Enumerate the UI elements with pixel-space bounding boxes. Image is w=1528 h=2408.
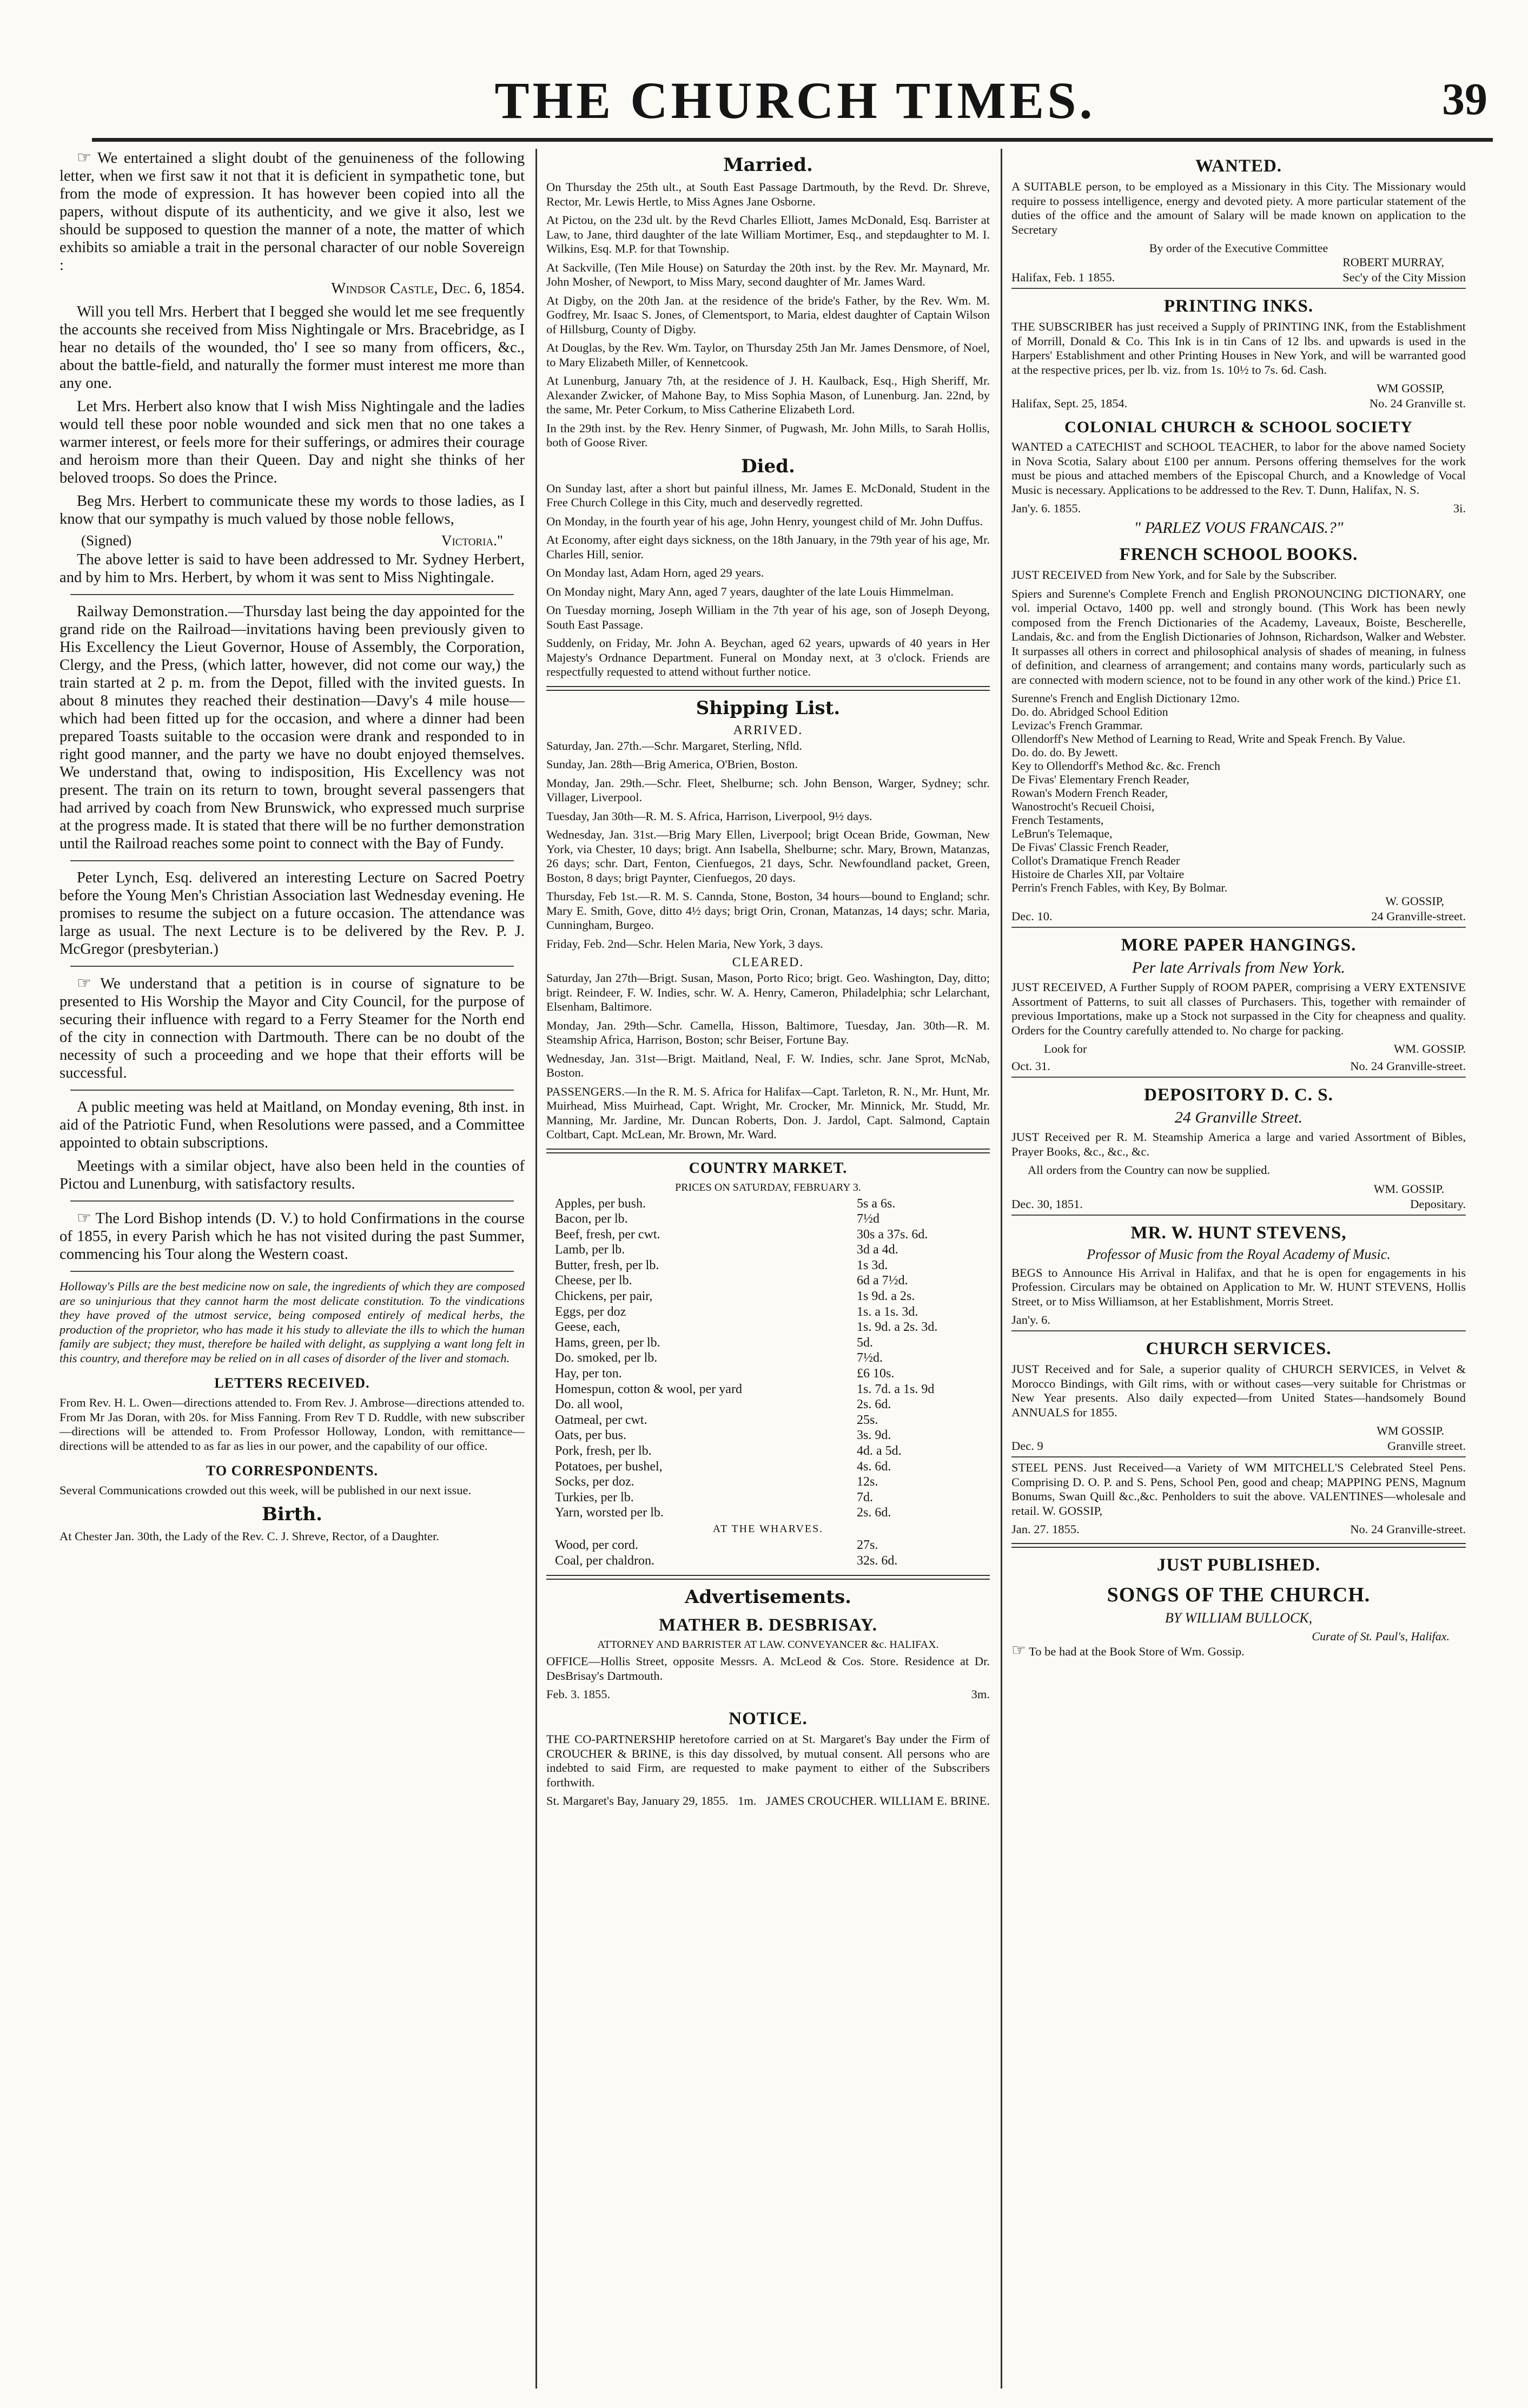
correspondents-text: Several Communications crowded out this week, will be published in our next issue. bbox=[59, 1483, 472, 1497]
depository-text2: All orders from the Country can now be supplied. bbox=[1028, 1163, 1271, 1177]
services-text: JUST Received and for Sale, a superior quality of CHURCH SERVICES, in Velvet & Morocco Bindings, with Gilt rims, with or without cases—very suitable for Christmas or New Year presents. Also daily expected—from United States—handsomely Bound ANNUALS for 1855. bbox=[1011, 1362, 1466, 1419]
wanted-text: A SUITABLE person, to be employed as a Missionary in this City. The Missionary would require to possess intelligence, energy and devoted piety. A more particular statement of the duties of the office and the amount of Salary will be made known on application to the Secretary bbox=[1011, 180, 1466, 236]
mather-footer bbox=[546, 1687, 990, 1701]
book-item: Key to Ollendorff's Method &c. &c. French bbox=[1011, 759, 1221, 773]
market-item: Coal, per chaldron. bbox=[555, 1553, 654, 1568]
notice-signature: JAMES CROUCHER. bbox=[766, 1794, 877, 1808]
died-item: Suddenly, on Friday, Mr. John A. Beychan, aged 62 years, upwards of 40 years in Her Majesty's Ordnance Department. Funeral on Monday next, at 3 o'clock. Friends are respectfully requested to attend without further notice. bbox=[546, 636, 990, 678]
double-rule bbox=[546, 1575, 990, 1580]
market-item: Do. all wool, bbox=[555, 1397, 623, 1412]
letter-paragraph: Beg Mrs. Herbert to communicate these my words to those ladies, as I know that our sympathy is much valued by those noble fellows, bbox=[59, 493, 525, 527]
separator bbox=[1011, 1077, 1466, 1078]
paper-heading: MORE PAPER HANGINGS. bbox=[1121, 935, 1357, 955]
arrived-item: Monday, Jan. 29th.—Schr. Fleet, Shelburne; sch. John Benson, Warger, Sydney; schr. Villager, Liverpool. bbox=[546, 776, 990, 804]
hunt-text: BEGS to Announce His Arrival in Halifax, and that he is open for engagements in his Profession. Circulars may be obtained on Application to Mr. W. HUNT STEVENS, Hollis Street, or to Miss Williamson, at her Establishment, Morris Street. bbox=[1011, 1265, 1466, 1308]
column-middle bbox=[546, 149, 990, 1811]
market-row bbox=[555, 1553, 981, 1569]
separator bbox=[70, 860, 514, 861]
meetings-article: Meetings with a similar object, have also been held in the counties of Pictou and Lunenburg, with satisfactory results. bbox=[59, 1158, 525, 1192]
market-price: 2s. 6d. bbox=[857, 1506, 891, 1520]
market-price: 25s. bbox=[857, 1413, 878, 1427]
market-price: 12s. bbox=[857, 1475, 878, 1489]
cleared-item: Wednesday, Jan. 31st—Brigt. Maitland, Neal, F. W. Indies, schr. Jane Sprot, McNab, Boston. bbox=[546, 1051, 990, 1079]
wanted-by: By order of the Executive Committee bbox=[1149, 241, 1328, 255]
wanted-date: Halifax, Feb. 1 1855. bbox=[1011, 271, 1115, 284]
market-row bbox=[555, 1366, 981, 1382]
died-item: On Monday last, Adam Horn, aged 29 years. bbox=[546, 566, 764, 579]
book-item: De Fivas' Elementary French Reader, bbox=[1011, 773, 1189, 786]
arrived-item: Wednesday, Jan. 31st.—Brig Mary Ellen, Liverpool; brigt Ocean Bride, Gowman, New York, via Chester, 10 days; brigt. Ann Isabella, Shelburne; schr. Mary, Brown, Matanzas, 26 days; schr. Dart, Fenton, Cienfuegos, 21 days, Schr. Newfoundland packet, Green, Boston, 8 days; brigt Paynter, Cienfuegos, 20 days. bbox=[546, 828, 990, 885]
steel-pens-text: STEEL PENS. Just Received—a Variety of WM MITCHELL'S Celebrated Steel Pens. Comprising D. O. P. and S. Pens, School Pen, good and cheap; MAPPING PENS, Magnum Bonums, Swan Quill &c.,&c. Penholders to suit the above. VALENTINES—wholesale and retail. W. GOSSIP, bbox=[1011, 1461, 1466, 1518]
paper-footer bbox=[1011, 1059, 1466, 1073]
book-item: Surenne's French and English Dictionary 12mo. bbox=[1011, 691, 1240, 705]
market-row bbox=[555, 1273, 981, 1289]
market-price: 1s. 9d. a 2s. 3d. bbox=[857, 1320, 938, 1335]
married-item: At Digby, on the 20th Jan. at the residence of the bride's Father, by the Rev. Wm. M. Godfrey, Mr. Isaac S. Jones, of Clementsport, to Maria, eldest daughter of Captain Wilson of Hillsburg, County of Digby. bbox=[546, 293, 990, 336]
arrived-heading: ARRIVED. bbox=[733, 723, 803, 737]
market-price: 5s a 6s. bbox=[857, 1196, 896, 1211]
parlez-heading: " PARLEZ VOUS FRANCAIS.?" bbox=[1134, 519, 1344, 537]
pens-footer bbox=[1011, 1522, 1466, 1536]
bishop-text: The Lord Bishop intends (D. V.) to hold Confirmations in the course of 1855, in every Parish which he has not visited during the past Summer, commencing his Tour along the Western coast. bbox=[59, 1210, 525, 1263]
bishop-article bbox=[59, 1209, 525, 1263]
market-price: 1s. 7d. a 1s. 9d bbox=[857, 1382, 935, 1396]
pens-address: No. 24 Granville-street. bbox=[1350, 1522, 1466, 1536]
mather-duration: 3m. bbox=[971, 1687, 990, 1701]
mather-date: Feb. 3. 1855. bbox=[546, 1687, 611, 1701]
market-item: Homespun, cotton & wool, per yard bbox=[555, 1382, 742, 1396]
hunt-footer bbox=[1011, 1313, 1466, 1327]
mather-heading: MATHER B. DESBRISAY. bbox=[659, 1615, 877, 1635]
songs-author: BY WILLIAM BULLOCK, bbox=[1165, 1610, 1313, 1626]
book-item: Levizac's French Grammar. bbox=[1011, 718, 1143, 732]
market-item: Pork, fresh, per lb. bbox=[555, 1444, 652, 1458]
market-item: Socks, per doz. bbox=[555, 1475, 634, 1489]
market-row bbox=[555, 1350, 981, 1366]
market-item: Apples, per bush. bbox=[555, 1196, 646, 1211]
notice-footer bbox=[546, 1794, 990, 1808]
market-item: Beef, fresh, per cwt. bbox=[555, 1227, 660, 1242]
book-item: Do. do. Abridged School Edition bbox=[1011, 705, 1168, 718]
cleared-item: Saturday, Jan 27th—Brigt. Susan, Mason, Porto Rico; brigt. Geo. Washington, Day, ditto; brigt. Reindeer, F. W. Indies, schr. W. A. Henry, Cameron, Philadelphia; schr Lelarchant, Elsenham, Baltimore. bbox=[546, 971, 990, 1013]
letters-received: From Rev. H. L. Owen—directions attended to. From Rev. J. Ambrose—directions attended to. From Mr Jas Doran, with 20s. for Miss Fanning. From Rev T D. Ruddle, with new subscriber—directions will be attended to. From Professor Holloway, London, with remittance—directions will be attended to as far as lies in our power, and the capability of our office. bbox=[59, 1396, 525, 1453]
pointing-hand-icon: ☞ bbox=[1011, 1641, 1026, 1659]
market-row bbox=[555, 1227, 981, 1243]
passengers-list: PASSENGERS.—In the R. M. S. Africa for Halifax—Capt. Tarleton, R. N., Mr. Hunt, Mr. Muirhead, Miss Muirhead, Capt. Wright, Mr. Crocker, Mr. Minnick, Mr. Studd, Mr. Manning, Mr. Jardine, Mr. Duncan Roberts, Don. J. Jardol, Capt. Salmond, Captain Coltbart, Capt. McLean, Mr. Brown, Mr. Ward. bbox=[546, 1084, 990, 1141]
ink-sign: WM GOSSIP, bbox=[1377, 381, 1444, 395]
market-price: 7d. bbox=[857, 1490, 873, 1505]
correspondents-heading: TO CORRESPONDENTS. bbox=[206, 1463, 379, 1479]
died-list bbox=[546, 481, 990, 679]
paper-address: No. 24 Granville-street. bbox=[1350, 1059, 1466, 1073]
cleared-heading: CLEARED. bbox=[732, 955, 804, 969]
market-price: 3d a 4d. bbox=[857, 1243, 898, 1257]
market-row bbox=[555, 1428, 981, 1443]
colonial-heading: COLONIAL CHURCH & SCHOOL SOCIETY bbox=[1064, 418, 1413, 436]
married-item: In the 29th inst. by the Rev. Henry Sinmer, of Pugwash, Mr. John Mills, to Sarah Hollis, both of Goose River. bbox=[546, 421, 990, 449]
market-row bbox=[555, 1196, 981, 1212]
market-item: Geese, each, bbox=[555, 1320, 620, 1335]
column-left bbox=[59, 149, 525, 1548]
services-heading: CHURCH SERVICES. bbox=[1146, 1339, 1332, 1358]
separator bbox=[1011, 1330, 1466, 1331]
market-price: 4s. 6d. bbox=[857, 1459, 891, 1474]
book-item: Collot's Dramatique French Reader bbox=[1011, 854, 1180, 867]
letter-dateline: Windsor Castle, Dec. 6, 1854. bbox=[331, 280, 525, 297]
railway-article: Railway Demonstration.—Thursday last being the day appointed for the grand ride on the Railroad—invitations having been previously given to His Excellency the Lieut Governor, House of Assembly, the Corporation, Clergy, and the Press, (which latter, however, did not come our way,) the train started at 2 p. m. from the Depot, filled with the invited guests. In about 8 minutes they reached their destination—Davy's 4 mile house—which had been fitted up for the occasion, and where a dinner had been prepared Toasts suitable to the occasion were drank and responded to in right good manner, and the party we have no doubt enjoyed themselves. We understand that, owing to indisposition, His Excellency was not present. The train on its return to town, brought several passengers that had arrived by coach from New Brunswick, who expressed much surprise at the progress made. It is stated that there will be no further demonstration until the Railroad reaches some point to connect with the Bay of Fundy. bbox=[59, 603, 525, 852]
married-item: At Douglas, by the Rev. Wm. Taylor, on Thursday 25th Jan Mr. James Densmore, of Noel, to Mary Elizabeth Miller, of Kennetcook. bbox=[546, 341, 990, 369]
french-footer bbox=[1011, 909, 1466, 923]
separator bbox=[70, 966, 514, 967]
lecture-article: Peter Lynch, Esq. delivered an interesting Lecture on Sacred Poetry before the Young Men's Christian Association last Wednesday evening. He promises to resume the subject on a future occasion. The attendance was large as usual. The next Lecture is to be delivered by the Rev. P. J. McGregor (presbyterian.) bbox=[59, 869, 525, 958]
arrived-item: Friday, Feb. 2nd—Schr. Helen Maria, New York, 3 days. bbox=[546, 936, 823, 951]
market-price: 32s. 6d. bbox=[857, 1553, 898, 1568]
pointing-hand-icon: ☞ bbox=[77, 1209, 91, 1227]
depository-role: Depositary. bbox=[1410, 1197, 1466, 1211]
arrived-item: Thursday, Feb 1st.—R. M. S. Cannda, Stone, Boston, 34 hours—bound to England; schr. Mary E. Smith, Gove, ditto 4½ days; brigt Orin, Cronan, Matanzas, 14 days; schr. Maria, Cunningham, Burgeo. bbox=[546, 889, 990, 932]
notice-signatures bbox=[766, 1794, 990, 1808]
market-item: Do. smoked, per lb. bbox=[555, 1351, 658, 1365]
book-item: Wanostrocht's Recueil Choisi, bbox=[1011, 800, 1155, 813]
market-item: Oats, per bus. bbox=[555, 1428, 626, 1443]
died-item: On Monday, in the fourth year of his age, John Henry, youngest child of Mr. John Duffus. bbox=[546, 514, 983, 528]
separator bbox=[70, 1090, 514, 1091]
book-item: French Testaments, bbox=[1011, 813, 1104, 827]
colonial-date: Jan'y. 6. 1855. bbox=[1011, 502, 1081, 515]
hunt-heading: MR. W. HUNT STEVENS, bbox=[1130, 1223, 1347, 1243]
ink-heading: PRINTING INKS. bbox=[1163, 296, 1314, 316]
separator bbox=[1011, 288, 1466, 289]
depository-heading: DEPOSITORY D. C. S. bbox=[1144, 1085, 1333, 1105]
market-row bbox=[555, 1242, 981, 1258]
french-date: Dec. 10. bbox=[1011, 909, 1053, 923]
market-item: Oatmeal, per cwt. bbox=[555, 1413, 647, 1427]
market-price: 6d a 7½d. bbox=[857, 1274, 908, 1288]
mather-subheading: ATTORNEY AND BARRISTER AT LAW. CONVEYANCER &c. HALIFAX. bbox=[597, 1639, 939, 1651]
market-item: Bacon, per lb. bbox=[555, 1212, 628, 1226]
wanted-footer bbox=[1011, 271, 1466, 285]
mather-text: OFFICE—Hollis Street, opposite Messrs. A. McLeod & Cos. Store. Residence at Dr. DesBrisay's Dartmouth. bbox=[546, 1654, 990, 1683]
market-row bbox=[555, 1490, 981, 1506]
book-item: Ollendorff's New Method of Learning to Read, Write and Speak French. By Value. bbox=[1011, 732, 1406, 746]
french-heading: FRENCH SCHOOL BOOKS. bbox=[1119, 545, 1358, 564]
died-item: At Economy, after eight days sickness, on the 18th January, in the 79th year of his age, Mr. Charles Hill, senior. bbox=[546, 533, 990, 561]
market-row bbox=[555, 1382, 981, 1397]
letter-note: The above letter is said to have been addressed to Mr. Sydney Herbert, and by him to Mrs. Herbert, by whom it was sent to Miss Nightingale. bbox=[59, 551, 525, 586]
paper-date: Oct. 31. bbox=[1011, 1059, 1050, 1073]
book-item: LeBrun's Telemaque, bbox=[1011, 827, 1113, 840]
notice-heading: NOTICE. bbox=[729, 1709, 808, 1729]
died-item: On Monday night, Mary Ann, aged 7 years, daughter of the late Louis Himmelman. bbox=[546, 584, 954, 598]
market-row bbox=[555, 1335, 981, 1351]
wharves-heading: AT THE WHARVES. bbox=[712, 1522, 824, 1535]
separator bbox=[1011, 927, 1466, 928]
market-row bbox=[555, 1211, 981, 1227]
queen-letter-intro-text: We entertained a slight doubt of the genuineness of the following letter, when we first saw it not that it is deficient in sympathetic tone, but from the mode of expression. It has however been copied into all the papers, without dispute of its authenticity, and we give it also, lest we should be supposed to question the manner of a note, the matter of which exhibits so amiable a trait in the personal character of our noble Sovereign : bbox=[59, 150, 525, 274]
market-price: 7½d bbox=[857, 1212, 879, 1226]
arrived-item: Tuesday, Jan 30th—R. M. S. Africa, Harrison, Liverpool, 9½ days. bbox=[546, 809, 872, 823]
died-item: On Tuesday morning, Joseph William in the 7th year of his age, son of Joseph Deyong, South East Passage. bbox=[546, 603, 990, 631]
french-address: 24 Granville-street. bbox=[1371, 909, 1466, 923]
ink-footer bbox=[1011, 397, 1466, 411]
songs-author-role: Curate of St. Paul's, Halifax. bbox=[1312, 1629, 1450, 1643]
colonial-text: WANTED a CATECHIST and SCHOOL TEACHER, to labor for the above named Society in Nova Scotia, Salary about £100 per annum. Persons offering themselves for the work must be pious and attached members of the Episcopal Church, and a Knowledge of Vocal Music is necessary. Applications to be addressed to the Rev. T. Dunn, Halifax, N. S. bbox=[1011, 440, 1466, 497]
market-item: Wood, per cord. bbox=[555, 1538, 639, 1552]
paper-sign: WM. GOSSIP. bbox=[1393, 1042, 1466, 1055]
market-price: 7½d. bbox=[857, 1351, 883, 1365]
arrived-item: Saturday, Jan. 27th.—Schr. Margaret, Sterling, Nfld. bbox=[546, 738, 803, 753]
market-item: Hay, per ton. bbox=[555, 1367, 622, 1381]
married-item: At Lunenburg, January 7th, at the residence of J. H. Kaulback, Esq., High Sheriff, Mr. Alexander Zwicker, of Mahone Bay, to Miss Sophia Mason, of Lunenburg. Jan. 22nd, by the same, Mr. Peter Corkum, to Miss Catherine Elizabeth Lord. bbox=[546, 374, 990, 416]
market-row bbox=[555, 1258, 981, 1274]
market-prices-table bbox=[546, 1196, 990, 1569]
married-item: At Pictou, on the 23d ult. by the Revd Charles Elliott, James McDonald, Esq. Barrister at Law, to Jane, third daughter of the late William Mortimer, Esq., and stepdaughter to M. I. Wilkins, Esq. M.P. for that Township. bbox=[546, 213, 990, 255]
market-row bbox=[555, 1505, 981, 1521]
paper-sign-row bbox=[1011, 1042, 1466, 1056]
page-number: 39 bbox=[1442, 74, 1487, 124]
market-item: Eggs, per doz bbox=[555, 1304, 626, 1319]
married-heading: Married. bbox=[723, 154, 813, 176]
market-row bbox=[555, 1413, 981, 1428]
market-row bbox=[555, 1443, 981, 1459]
signature-name: Victoria." bbox=[441, 532, 503, 549]
separator bbox=[70, 1200, 514, 1202]
married-list bbox=[546, 180, 990, 450]
book-item: Histoire de Charles XII, par Voltaire bbox=[1011, 867, 1185, 881]
wanted-secretary: Sec'y of the City Mission bbox=[1342, 271, 1466, 284]
paper-subheading: Per late Arrivals from New York. bbox=[1132, 959, 1345, 977]
column-right bbox=[1011, 149, 1466, 1664]
pointing-hand-icon: ☞ bbox=[77, 149, 91, 167]
petition-text: We understand that a petition is in course of signature to be presented to His Worship the Mayor and City Council, for the purpose of securing their influence with regard to a Ferry Steamer for the North end of the city in connection with Dartmouth. There can be no doubt of the necessity of such a proceeding and we hope that their efforts will be successful. bbox=[59, 975, 525, 1081]
market-price: 1s. a 1s. 3d. bbox=[857, 1304, 918, 1319]
services-footer bbox=[1011, 1439, 1466, 1453]
market-item: Chickens, per pair, bbox=[555, 1289, 653, 1304]
market-price: 3s. 9d. bbox=[857, 1428, 891, 1443]
songs-text-content: To be had at the Book Store of Wm. Gossip. bbox=[1029, 1645, 1245, 1658]
maitland-article: A public meeting was held at Maitland, on Monday evening, 8th inst. in aid of the Patriotic Fund, when Resolutions were passed, and a Committee appointed to obtain subscriptions. bbox=[59, 1099, 525, 1151]
market-price: 1s 9d. a 2s. bbox=[857, 1289, 915, 1304]
letters-heading: LETTERS RECEIVED. bbox=[214, 1375, 370, 1391]
market-item: Turkies, per lb. bbox=[555, 1490, 634, 1505]
market-row bbox=[555, 1538, 981, 1553]
french-text: Spiers and Surenne's Complete French and English PRONOUNCING DICTIONARY, one vol. imperial Octavo, 1400 pp. well and strongly bound. (This Work has been newly composed from the French Dictionaries of the Academy, Laveaux, Boiste, Bescherelle, Landais, &c. and from the English Dictionaries of Johnson, Richardson, Walker and Webster. It surpasses all others in correct and philosophical analysis of shades of meaning, in fulness of definition, and clearness of arrangement; and contains many words, particularly such as are connected with modern science, not to be found in any other work of the kind.) Price £1. bbox=[1011, 586, 1466, 687]
letter-signature bbox=[59, 533, 525, 547]
depository-text: JUST Received per R. M. Steamship America a large and varied Assortment of Bibles, Prayer Books, &c., &c., &c. bbox=[1011, 1130, 1466, 1158]
french-intro: JUST RECEIVED from New York, and for Sale by the Subscriber. bbox=[1011, 568, 1337, 582]
french-sign: W. GOSSIP, bbox=[1385, 894, 1444, 908]
book-item: De Fivas' Classic French Reader, bbox=[1011, 840, 1169, 854]
column-divider bbox=[535, 149, 537, 2389]
married-item: At Sackville, (Ten Mile House) on Saturday the 20th inst. by the Rev. Mr. Maynard, Mr. John Mosher, of Newport, to Miss Mary, second daughter of Mr. James Ward. bbox=[546, 260, 990, 288]
notice-place: St. Margaret's Bay, January 29, 1855. bbox=[546, 1794, 729, 1808]
notice-text: THE CO-PARTNERSHIP heretofore carried on at St. Margaret's Bay under the Firm of CROUCHER & BRINE, is this day dissolved, by mutual consent. All persons who are indebted to said Firm, are requested to make payment to either of the Subscribers forthwith. bbox=[546, 1732, 990, 1789]
shipping-heading: Shipping List. bbox=[696, 697, 841, 719]
separator bbox=[70, 594, 514, 595]
separator bbox=[1011, 1456, 1466, 1457]
holloway-notice: Holloway's Pills are the best medicine now on sale, the ingredients of which they are composed are so uninjurious that they cannot harm the most delicate constitution. To the vindications they have proved of the utmost service, being composed entirely of medical herbs, the production of the proprietor, who has made it his study to alleviate the ills to which the human family are subject; they must, therefore be hailed with delight, as supplying a want long felt in this country, and therefore may be relied on in all cases of disorder of the liver and stomach. bbox=[59, 1279, 525, 1365]
services-sign: WM GOSSIP. bbox=[1377, 1424, 1444, 1437]
cleared-item: Monday, Jan. 29th—Schr. Camella, Hisson, Baltimore, Tuesday, Jan. 30th—R. M. Steamship Africa, Harrison, Boston; schr Beiser, Fortune Bay. bbox=[546, 1018, 990, 1046]
paper-text: JUST RECEIVED, A Further Supply of ROOM PAPER, comprising a VERY EXTENSIVE Assortment of Patterns, to suit all classes of Purchasers. This, together with remainder of previous Importations, make up a Stock not surpassed in the City for cheapness and quality. Orders for the Country carefully attended to. No charge for packing. bbox=[1011, 980, 1466, 1037]
depository-sign: WM. GOSSIP. bbox=[1373, 1182, 1444, 1196]
market-price: 27s. bbox=[857, 1538, 878, 1552]
died-heading: Died. bbox=[741, 455, 795, 477]
hunt-date: Jan'y. 6. bbox=[1011, 1313, 1050, 1327]
market-price: 2s. 6d. bbox=[857, 1397, 891, 1412]
book-item: Rowan's Modern French Reader, bbox=[1011, 786, 1168, 800]
services-address: Granville street. bbox=[1387, 1439, 1466, 1453]
services-date: Dec. 9 bbox=[1011, 1439, 1043, 1453]
birth-text: At Chester Jan. 30th, the Lady of the Rev. C. J. Shreve, Rector, of a Daughter. bbox=[59, 1529, 439, 1543]
paper-look: Look for bbox=[1044, 1042, 1087, 1055]
market-item: Lamb, per lb. bbox=[555, 1243, 625, 1257]
notice-duration: 1m. bbox=[738, 1794, 757, 1808]
market-item: Hams, green, per lb. bbox=[555, 1335, 660, 1350]
ink-date: Halifax, Sept. 25, 1854. bbox=[1011, 397, 1128, 410]
arrived-item: Sunday, Jan. 28th—Brig America, O'Brien, Boston. bbox=[546, 757, 798, 771]
ink-address: No. 24 Granville st. bbox=[1369, 397, 1466, 410]
separator bbox=[70, 1271, 514, 1272]
market-row bbox=[555, 1397, 981, 1413]
masthead-rule bbox=[92, 138, 1493, 142]
market-price: 30s a 37s. 6d. bbox=[857, 1227, 928, 1242]
newspaper-title: THE CHURCH TIMES. bbox=[494, 71, 1096, 129]
songs-heading: SONGS OF THE CHURCH. bbox=[1107, 1584, 1371, 1606]
died-item: On Sunday last, after a short but painful illness, Mr. James E. McDonald, Student in the Free Church College in this City, much and deservedly regretted. bbox=[546, 481, 990, 509]
married-item: On Thursday the 25th ult., at South East Passage Dartmouth, by the Revd. Dr. Shreve, Rector, Mr. Lewis Hertle, to Miss Agnes Jane Osborne. bbox=[546, 180, 990, 208]
depository-footer bbox=[1011, 1197, 1466, 1211]
advertisements-heading: Advertisements. bbox=[685, 1586, 851, 1608]
double-rule bbox=[546, 686, 990, 691]
depository-date: Dec. 30, 1851. bbox=[1011, 1197, 1083, 1211]
double-rule bbox=[1011, 1543, 1466, 1548]
market-price: 1s 3d. bbox=[857, 1258, 888, 1272]
birth-heading: Birth. bbox=[262, 1503, 322, 1525]
ink-text: THE SUBSCRIBER has just received a Supply of PRINTING INK, from the Establishment of Morrill, Donald & Co. This Ink is in tin Cans of 12 lbs. and upwards is used in the Harpers' Establishment and other Printing Houses in New York, and will be warranted good at the respective prices, per lb. viz. from 1s. 10½ to 7s. 6d. Cash. bbox=[1011, 320, 1466, 377]
market-row bbox=[555, 1459, 981, 1475]
double-rule bbox=[546, 1149, 990, 1153]
colonial-footer bbox=[1011, 502, 1466, 516]
market-item: Butter, fresh, per lb. bbox=[555, 1258, 659, 1272]
market-price: 5d. bbox=[857, 1335, 873, 1350]
market-price: 4d. a 5d. bbox=[857, 1444, 902, 1458]
just-published-heading: JUST PUBLISHED. bbox=[1156, 1555, 1321, 1575]
wanted-sign: ROBERT MURRAY, bbox=[1342, 255, 1444, 269]
market-price: £6 10s. bbox=[857, 1367, 895, 1381]
book-item: Perrin's French Fables, with Key, By Bolmar. bbox=[1011, 881, 1228, 894]
letter-paragraph: Will you tell Mrs. Herbert that I begged she would let me see frequently the accounts she received from Miss Nightingale or Mrs. Bracebridge, as I hear no details of the wounded, tho' I see so many from officers, &c., about the battle-field, and naturally the former must interest me more than any one. bbox=[59, 304, 525, 392]
masthead bbox=[92, 0, 1498, 141]
depository-subheading: 24 Granville Street. bbox=[1174, 1109, 1303, 1126]
notice-signature: WILLIAM E. BRINE. bbox=[879, 1794, 990, 1808]
letter-paragraph: Let Mrs. Herbert also know that I wish Miss Nightingale and the ladies would tell these poor noble wounded and sick men that no one takes a warmer interest, or feels more for their sufferings, or admires their courage and heroism more than their Queen. Day and night she thinks of her beloved troops. So does the Prince. bbox=[59, 398, 525, 486]
market-row bbox=[555, 1304, 981, 1320]
french-book-list bbox=[1011, 691, 1466, 894]
wanted-heading: WANTED. bbox=[1195, 156, 1282, 176]
queen-letter-intro bbox=[59, 149, 525, 274]
market-item: Potatoes, per bushel, bbox=[555, 1459, 663, 1474]
market-row bbox=[555, 1320, 981, 1335]
market-subheading: PRICES ON SATURDAY, FEBRUARY 3. bbox=[675, 1181, 861, 1193]
market-item: Cheese, per lb. bbox=[555, 1274, 632, 1288]
market-row bbox=[555, 1289, 981, 1304]
signed-label: (Signed) bbox=[81, 532, 131, 549]
separator bbox=[1011, 1215, 1466, 1216]
market-heading: COUNTRY MARKET. bbox=[689, 1159, 848, 1177]
pens-date: Jan. 27. 1855. bbox=[1011, 1522, 1080, 1536]
market-item: Yarn, worsted per lb. bbox=[555, 1506, 664, 1520]
hunt-subheading: Professor of Music from the Royal Academy of Music. bbox=[1087, 1246, 1391, 1262]
market-row bbox=[555, 1474, 981, 1490]
column-divider bbox=[1001, 149, 1002, 2389]
petition-article bbox=[59, 974, 525, 1082]
songs-text bbox=[1011, 1641, 1466, 1659]
colonial-duration: 3i. bbox=[1453, 502, 1466, 515]
book-item: Do. do. do. By Jewett. bbox=[1011, 746, 1118, 759]
pointing-hand-icon: ☞ bbox=[77, 974, 91, 992]
